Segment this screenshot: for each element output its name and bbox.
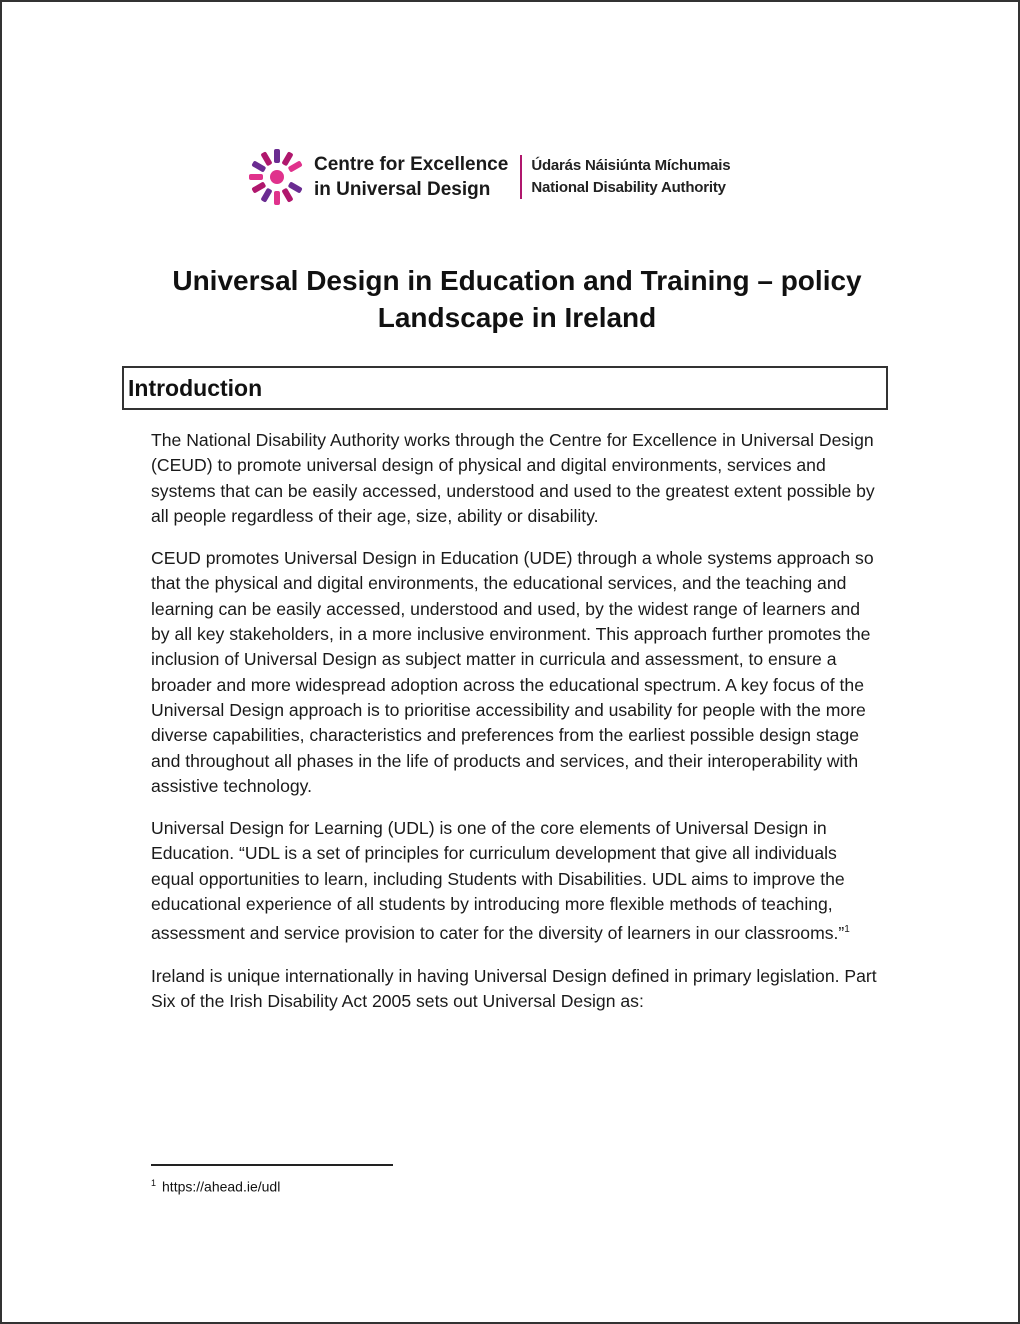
paragraph-2: CEUD promotes Universal Design in Education (UDE) through a whole systems approach so that the physical and digital environments, the educational services, and the teaching and learning can be easily accessed, understood and used, by the widest range of learners and by all key stakeholders, in a more inclusive environment. This approach further promotes the inclusion of Universal Design as subject matter in curricula and assessment, to ensure a broader and more widespread adoption across the educational spectrum. A key focus of the Universal Design approach is to prioritise accessibility and usability for people with the more diverse capabilities, characteristics and preferences from the earliest possible design stage and throughout all phases in the life of products and services, and their interoperability with assistive technology. (151, 548, 874, 796)
footnote-link[interactable]: https://ahead.ie/udl (162, 1178, 281, 1195)
header-logos (248, 142, 730, 212)
footnote (151, 1178, 280, 1195)
footnote-reference[interactable]: 1 (844, 924, 850, 936)
brand-line-2: in Universal Design (314, 179, 491, 200)
footnote-separator (151, 1164, 393, 1166)
nda-line-1: Údarás Náisiúnta Míchumais (531, 157, 731, 174)
ceud-wordmark (314, 152, 508, 202)
brand-line-1: Centre for Excellence (314, 154, 509, 175)
footnote-number: 1 (151, 1178, 157, 1188)
paragraph-3-text: Universal Design for Learning (UDL) is one of the core elements of Universal Design in Education. “UDL is a set of principles for curriculum development that give all individuals equal opportunities to learn, including Students with Disabilities. UDL aims to improve the educational experience of all students by introducing more flexible methods of teaching, assessment and service provision to cater for the diversity of learners in our classrooms.” (151, 818, 845, 944)
ceud-logo-icon (248, 144, 306, 210)
logo-divider (520, 155, 522, 199)
paragraph-3 (151, 816, 881, 946)
nda-line-2: National Disability Authority (531, 179, 726, 196)
body-text (151, 428, 881, 1031)
section-heading-box (122, 366, 888, 410)
document-title: Universal Design in Education and Training – policy Landscape in Ireland (172, 265, 862, 333)
section-heading: Introduction (128, 374, 263, 401)
paragraph-1: The National Disability Authority works through the Centre for Excellence in Universal Design (CEUD) to promote universal design of physical and digital environments, services and systems that can be easily accessed, understood and used to the greatest extent possible by all people regardless of their age, size, ability or disability. (151, 430, 875, 526)
nda-wordmark (531, 155, 730, 199)
logo-petals (249, 149, 303, 205)
paragraph-4: Ireland is unique internationally in having Universal Design defined in primary legislation. Part Six of the Irish Disability Act 2005 sets out Universal Design as: (151, 965, 877, 1011)
